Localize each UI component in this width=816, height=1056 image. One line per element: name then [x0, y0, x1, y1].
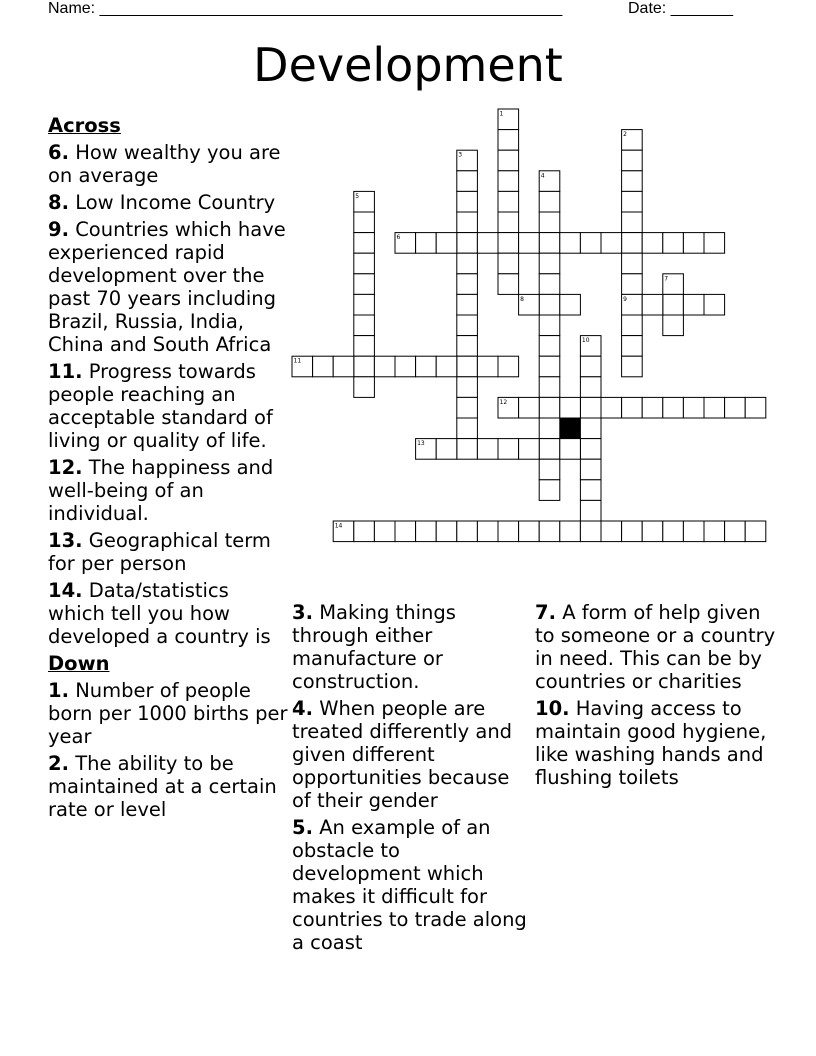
grid-cell[interactable]	[457, 212, 478, 233]
clue-column-3	[535, 601, 785, 793]
cell-number: 10	[581, 337, 590, 345]
grid-cell[interactable]	[498, 274, 519, 295]
clue-column-1	[48, 114, 288, 825]
cell-number: 14	[334, 522, 343, 530]
grid-cell[interactable]	[457, 439, 478, 460]
grid-cell[interactable]	[622, 171, 643, 192]
grid-cell[interactable]	[457, 315, 478, 336]
grid-cell[interactable]	[663, 274, 684, 295]
grid-cell[interactable]	[704, 521, 725, 542]
blocked-square	[560, 418, 581, 439]
clue-across-12	[48, 456, 288, 525]
grid-cell[interactable]	[498, 253, 519, 274]
grid-cell[interactable]	[560, 439, 581, 460]
clue-down-10	[535, 697, 785, 789]
grid-cell[interactable]	[745, 397, 766, 418]
grid-cell[interactable]	[580, 377, 601, 398]
clue-number: 1.	[48, 679, 69, 702]
grid-cell[interactable]	[642, 294, 663, 315]
grid-cell[interactable]	[622, 130, 643, 151]
grid-cell[interactable]	[683, 397, 704, 418]
grid-cell[interactable]	[457, 336, 478, 357]
grid-cell[interactable]	[622, 294, 643, 315]
grid-cell[interactable]	[663, 521, 684, 542]
grid-cell[interactable]	[416, 356, 437, 377]
grid-cell[interactable]	[725, 397, 746, 418]
grid-cell[interactable]	[580, 480, 601, 501]
grid-cell[interactable]	[333, 521, 354, 542]
grid-cell[interactable]	[539, 253, 560, 274]
date-field: Date: _______	[628, 0, 733, 17]
grid-cell[interactable]	[560, 397, 581, 418]
clue-down-2	[48, 752, 288, 821]
clue-number: 7.	[535, 601, 556, 624]
grid-cell[interactable]	[539, 212, 560, 233]
clue-text: The ability to be maintained at a certain rate or level	[48, 752, 277, 821]
grid-cell[interactable]	[601, 233, 622, 254]
clue-across-8	[48, 191, 288, 214]
grid-cell[interactable]	[622, 233, 643, 254]
grid-cell[interactable]	[436, 233, 457, 254]
grid-cell[interactable]	[704, 397, 725, 418]
grid-cell[interactable]	[457, 356, 478, 377]
clue-column-2	[292, 601, 530, 958]
clue-number: 6.	[48, 141, 69, 164]
grid-cell[interactable]	[642, 397, 663, 418]
grid-cell[interactable]	[457, 171, 478, 192]
grid-cell[interactable]	[457, 397, 478, 418]
name-field: Name: ____________________________________________________	[48, 0, 563, 17]
grid-cell[interactable]	[622, 212, 643, 233]
grid-cell[interactable]	[457, 294, 478, 315]
grid-cell[interactable]	[580, 336, 601, 357]
grid-cell[interactable]	[539, 439, 560, 460]
clue-text: How wealthy you are on average	[48, 141, 281, 187]
grid-cell[interactable]	[580, 418, 601, 439]
clue-number: 12.	[48, 456, 83, 479]
clue-number: 5.	[292, 816, 313, 839]
cell-number: 12	[499, 398, 508, 406]
grid-cell[interactable]	[560, 233, 581, 254]
grid-cell[interactable]	[498, 356, 519, 377]
grid-cell[interactable]	[539, 315, 560, 336]
grid-cell[interactable]	[374, 521, 395, 542]
cell-number: 13	[417, 440, 425, 448]
grid-cell[interactable]	[354, 274, 375, 295]
grid-cell[interactable]	[539, 274, 560, 295]
grid-cell[interactable]	[354, 336, 375, 357]
grid-cell[interactable]	[354, 294, 375, 315]
grid-cell[interactable]	[642, 521, 663, 542]
grid-cell[interactable]	[663, 233, 684, 254]
cell-number: 1	[499, 110, 504, 118]
grid-cell[interactable]	[436, 356, 457, 377]
clue-text: Low Income Country	[75, 191, 276, 214]
grid-cell[interactable]	[477, 233, 498, 254]
grid-cell[interactable]	[436, 521, 457, 542]
clue-text: An example of an obstacle to development which makes it difficult for countries to trade along a coast	[292, 816, 527, 954]
across-heading: Across	[48, 114, 121, 137]
clue-number: 4.	[292, 697, 313, 720]
grid-cell[interactable]	[354, 233, 375, 254]
grid-cell[interactable]	[436, 439, 457, 460]
grid-cell[interactable]	[477, 521, 498, 542]
grid-cell[interactable]	[725, 521, 746, 542]
grid-cell[interactable]	[416, 439, 437, 460]
grid-cell[interactable]	[539, 397, 560, 418]
clue-across-9	[48, 218, 288, 356]
grid-cell[interactable]	[663, 315, 684, 336]
grid-cell[interactable]	[498, 233, 519, 254]
clue-down-4	[292, 697, 530, 812]
grid-cell[interactable]	[354, 253, 375, 274]
grid-cell[interactable]	[457, 233, 478, 254]
grid-cell[interactable]	[457, 377, 478, 398]
grid-cell[interactable]	[457, 418, 478, 439]
grid-cell[interactable]	[498, 191, 519, 212]
grid-cell[interactable]	[580, 521, 601, 542]
grid-cell[interactable]	[457, 191, 478, 212]
grid-cell[interactable]	[580, 439, 601, 460]
grid-cell[interactable]	[498, 171, 519, 192]
grid-cell[interactable]	[498, 130, 519, 151]
down-heading: Down	[48, 652, 110, 675]
grid-cell[interactable]	[457, 253, 478, 274]
grid-cell[interactable]	[354, 356, 375, 377]
grid-cell[interactable]	[601, 397, 622, 418]
grid-cell[interactable]	[539, 191, 560, 212]
grid-cell[interactable]	[519, 233, 540, 254]
clue-text: Data/statistics which tell you how developed a country is	[48, 579, 271, 648]
clue-down-7	[535, 601, 785, 693]
grid-cell[interactable]	[539, 521, 560, 542]
grid-cell[interactable]	[539, 356, 560, 377]
clue-down-3	[292, 601, 530, 693]
cell-number: 3	[458, 151, 463, 159]
clue-across-14	[48, 579, 288, 648]
cell-number: 7	[664, 275, 669, 283]
cell-number: 9	[623, 295, 627, 303]
cell-number: 2	[623, 131, 627, 139]
clue-across-11	[48, 360, 288, 452]
grid-cell[interactable]	[622, 253, 643, 274]
grid-cell[interactable]	[580, 233, 601, 254]
grid-cell[interactable]	[704, 233, 725, 254]
grid-cell[interactable]	[539, 171, 560, 192]
grid-cell[interactable]	[498, 150, 519, 171]
grid-cell[interactable]	[519, 439, 540, 460]
grid-cell[interactable]	[457, 150, 478, 171]
grid-cell[interactable]	[292, 356, 313, 377]
grid-cell[interactable]	[477, 356, 498, 377]
grid-cell[interactable]	[622, 315, 643, 336]
grid-cell[interactable]	[354, 191, 375, 212]
page-title: Development	[253, 38, 563, 92]
grid-cell[interactable]	[622, 336, 643, 357]
clue-text: The happiness and well-being of an individual.	[48, 456, 274, 525]
clue-text: Number of people born per 1000 births per year	[48, 679, 288, 748]
grid-cell[interactable]	[333, 356, 354, 377]
clue-text: Making things through either manufacture or construction.	[292, 601, 456, 693]
grid-cell[interactable]	[622, 356, 643, 377]
grid-cell[interactable]	[519, 521, 540, 542]
grid-cell[interactable]	[416, 521, 437, 542]
clue-text: Countries which have experienced rapid development over the past 70 years including Brazil, Russia, India, China and South Africa	[48, 218, 286, 356]
grid-cell[interactable]	[457, 274, 478, 295]
cell-number: 8	[520, 295, 524, 303]
grid-cell[interactable]	[663, 397, 684, 418]
cell-number: 6	[396, 234, 401, 242]
grid-cell[interactable]	[498, 521, 519, 542]
grid-cell[interactable]	[642, 233, 663, 254]
grid-cell[interactable]	[663, 294, 684, 315]
clue-number: 9.	[48, 218, 69, 241]
grid-cell[interactable]	[395, 521, 416, 542]
grid-cell[interactable]	[622, 397, 643, 418]
clue-across-13	[48, 529, 288, 575]
grid-cell[interactable]	[683, 233, 704, 254]
grid-cell[interactable]	[622, 191, 643, 212]
grid-cell[interactable]	[539, 480, 560, 501]
grid-cell[interactable]	[683, 294, 704, 315]
grid-cell[interactable]	[416, 233, 437, 254]
clue-down-5	[292, 816, 530, 954]
grid-cell[interactable]	[539, 233, 560, 254]
grid-cell[interactable]	[395, 356, 416, 377]
grid-cell[interactable]	[477, 439, 498, 460]
grid-cell[interactable]	[539, 377, 560, 398]
grid-cell[interactable]	[498, 212, 519, 233]
clue-text: Progress towards people reaching an acceptable standard of living or quality of life.	[48, 360, 273, 452]
grid-cell[interactable]	[560, 294, 581, 315]
grid-cell[interactable]	[704, 294, 725, 315]
grid-cell[interactable]	[354, 521, 375, 542]
clue-number: 8.	[48, 191, 69, 214]
grid-cell[interactable]	[622, 274, 643, 295]
grid-cell[interactable]	[580, 356, 601, 377]
cell-number: 5	[355, 192, 360, 200]
grid-cell[interactable]	[519, 294, 540, 315]
clue-down-1	[48, 679, 288, 748]
grid-cell[interactable]	[457, 521, 478, 542]
grid-cell[interactable]	[313, 356, 334, 377]
clue-number: 11.	[48, 360, 83, 383]
grid-cell[interactable]	[580, 459, 601, 480]
clue-text: When people are treated differently and given different opportunities because of their gender	[292, 697, 513, 812]
grid-cell[interactable]	[498, 439, 519, 460]
clue-text: Geographical term for per person	[48, 529, 271, 575]
grid-cell[interactable]	[580, 500, 601, 521]
grid-cell[interactable]	[683, 521, 704, 542]
clue-number: 3.	[292, 601, 313, 624]
clue-text: Having access to maintain good hygiene, like washing hands and flushing toilets	[535, 697, 767, 789]
clue-text: A form of help given to someone or a country in need. This can be by countries or charities	[535, 601, 776, 693]
cell-number: 11	[293, 357, 302, 365]
grid-cell[interactable]	[498, 397, 519, 418]
grid-cell[interactable]	[622, 150, 643, 171]
grid-cell[interactable]	[354, 212, 375, 233]
clue-number: 13.	[48, 529, 83, 552]
grid-cell[interactable]	[539, 336, 560, 357]
grid-cell[interactable]	[601, 521, 622, 542]
clue-number: 14.	[48, 579, 83, 602]
grid-cell[interactable]	[374, 356, 395, 377]
grid-cell[interactable]	[498, 109, 519, 130]
cell-number: 4	[540, 172, 545, 180]
grid-cell[interactable]	[539, 459, 560, 480]
grid-cell[interactable]	[539, 294, 560, 315]
grid-cell[interactable]	[745, 521, 766, 542]
clue-number: 2.	[48, 752, 69, 775]
grid-cell[interactable]	[354, 377, 375, 398]
grid-cell[interactable]	[580, 397, 601, 418]
grid-cell[interactable]	[354, 315, 375, 336]
clue-across-6	[48, 141, 288, 187]
grid-cell[interactable]	[519, 397, 540, 418]
grid-cell[interactable]	[622, 521, 643, 542]
grid-cell[interactable]	[395, 233, 416, 254]
grid-cell[interactable]	[560, 521, 581, 542]
clue-number: 10.	[535, 697, 570, 720]
grid-cell[interactable]	[539, 418, 560, 439]
